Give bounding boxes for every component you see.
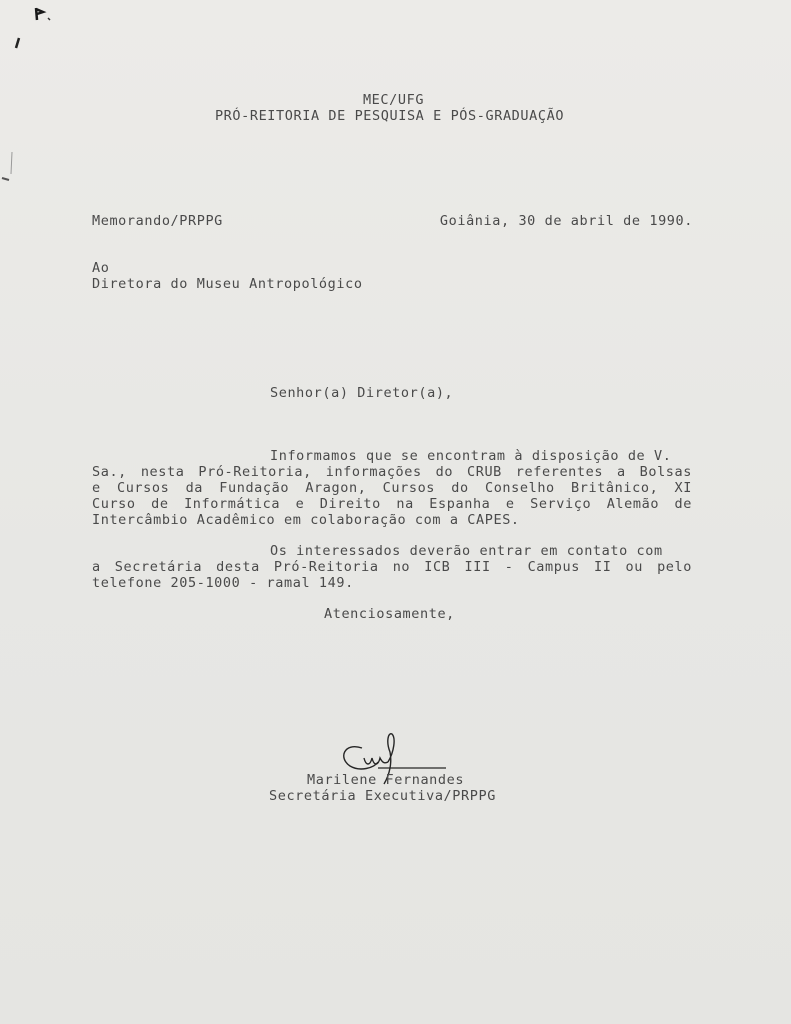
paragraph2-line: Os interessados deverão entrar em contato com [270, 543, 663, 559]
paragraph2-line: telefone 205-1000 - ramal 149. [92, 575, 354, 591]
paragraph1-line: Intercâmbio Acadêmico em colaboração com a CAPES. [92, 512, 520, 528]
paragraph1-line: e Cursos da Fundação Aragon, Cursos do Conselho Britânico, XI [92, 480, 692, 496]
recipient-to: Ao [92, 260, 110, 276]
signatory-name: Marilene Fernandes [307, 772, 465, 788]
edge-mark [0, 150, 16, 190]
memo-date: Goiânia, 30 de abril de 1990. [439, 213, 693, 229]
paragraph1-line: Curso de Informática e Direito na Espanha e Serviço Alemão de [92, 496, 692, 512]
recipient-name: Diretora do Museu Antropológico [92, 276, 363, 292]
header-institution: MEC/UFG [362, 92, 425, 108]
signatory-title: Secretária Executiva/PRPPG [269, 788, 496, 804]
salutation: Senhor(a) Diretor(a), [270, 385, 454, 401]
header-department: PRÓ-REITORIA DE PESQUISA E PÓS-GRADUAÇÃO [214, 108, 565, 124]
closing: Atenciosamente, [324, 606, 455, 622]
paragraph1-line: Sa., nesta Pró-Reitoria, informações do CRUB referentes a Bolsas [92, 464, 692, 480]
corner-marks [10, 0, 70, 60]
paragraph2-line: a Secretária desta Pró-Reitoria no ICB III - Campus II ou pelo [92, 559, 692, 575]
memo-reference: Memorando/PRPPG [92, 213, 223, 229]
paragraph1-line: Informamos que se encontram à disposição de V. [270, 448, 672, 464]
